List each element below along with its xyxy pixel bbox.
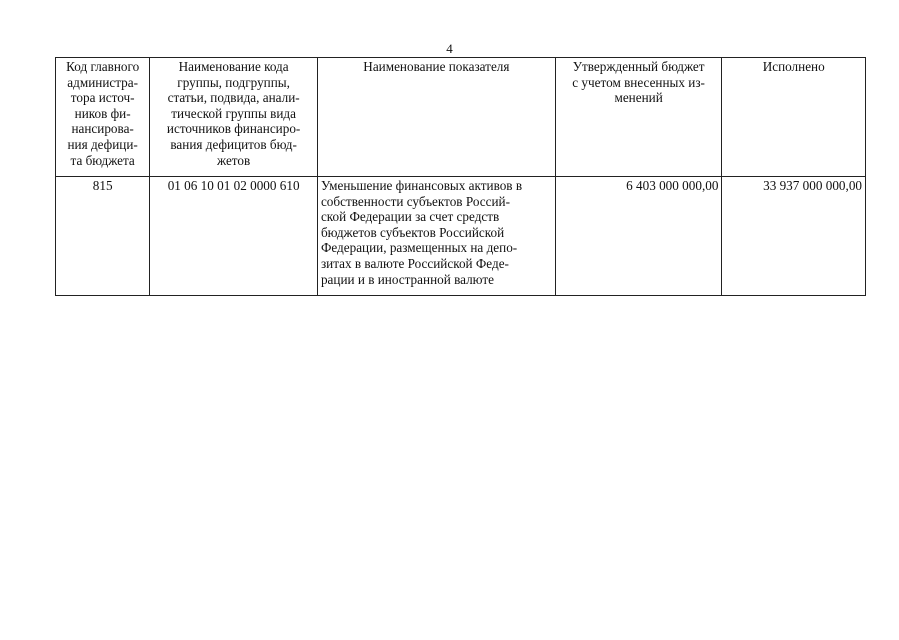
header-line: группы, подгруппы, (177, 74, 290, 90)
header-line: статьи, подвида, анали- (167, 90, 300, 106)
header-line: Исполнено (762, 59, 825, 74)
cell-classification-code: 01 06 10 01 02 0000 610 (150, 177, 318, 296)
header-indicator-name (317, 58, 555, 177)
table-header-row (56, 58, 866, 177)
header-line: вания дефицитов бюд- (170, 136, 297, 152)
header-line: менений (614, 90, 663, 106)
header-line: нансирова- (71, 121, 134, 137)
indicator-line: Федерации, размещенных на депо- (320, 240, 518, 256)
indicator-line: бюджетов субъектов Российской (320, 224, 505, 240)
header-classification-code (150, 58, 318, 177)
header-line: Код главного (66, 59, 140, 74)
indicator-line: зитах в валюте Российской Феде- (320, 255, 509, 271)
cell-executed: 33 937 000 000,00 (722, 177, 866, 296)
header-line: Наименование кода (178, 59, 289, 74)
budget-sources-table (55, 57, 866, 296)
header-line: источников финансиро- (166, 121, 301, 137)
header-admin-code (56, 58, 150, 177)
cell-approved-budget: 6 403 000 000,00 (555, 177, 722, 296)
indicator-line: собственности субъектов Россий- (320, 193, 510, 209)
header-line: тора источ- (70, 90, 135, 106)
header-line: тической группы вида (171, 105, 296, 121)
header-line: та бюджета (70, 152, 135, 168)
indicator-line: рации и в иностранной валюте (320, 271, 494, 287)
indicator-line: Уменьшение финансовых активов в (320, 178, 523, 193)
page-number: 4 (446, 41, 453, 56)
header-line: ния дефици- (67, 136, 138, 152)
header-executed (722, 58, 866, 177)
header-approved-budget (555, 58, 722, 177)
indicator-line: ской Федерации за счет средств (320, 209, 500, 225)
header-line: с учетом внесенных из- (572, 74, 705, 90)
header-line: администра- (67, 74, 138, 90)
table-row (56, 177, 866, 296)
header-line: Наименование показателя (363, 59, 510, 74)
header-line: Утвержденный бюджет (572, 59, 705, 74)
header-line: жетов (217, 152, 251, 168)
cell-admin-code: 815 (56, 177, 150, 296)
cell-indicator-name (317, 177, 555, 296)
header-line: ников фи- (74, 105, 131, 121)
